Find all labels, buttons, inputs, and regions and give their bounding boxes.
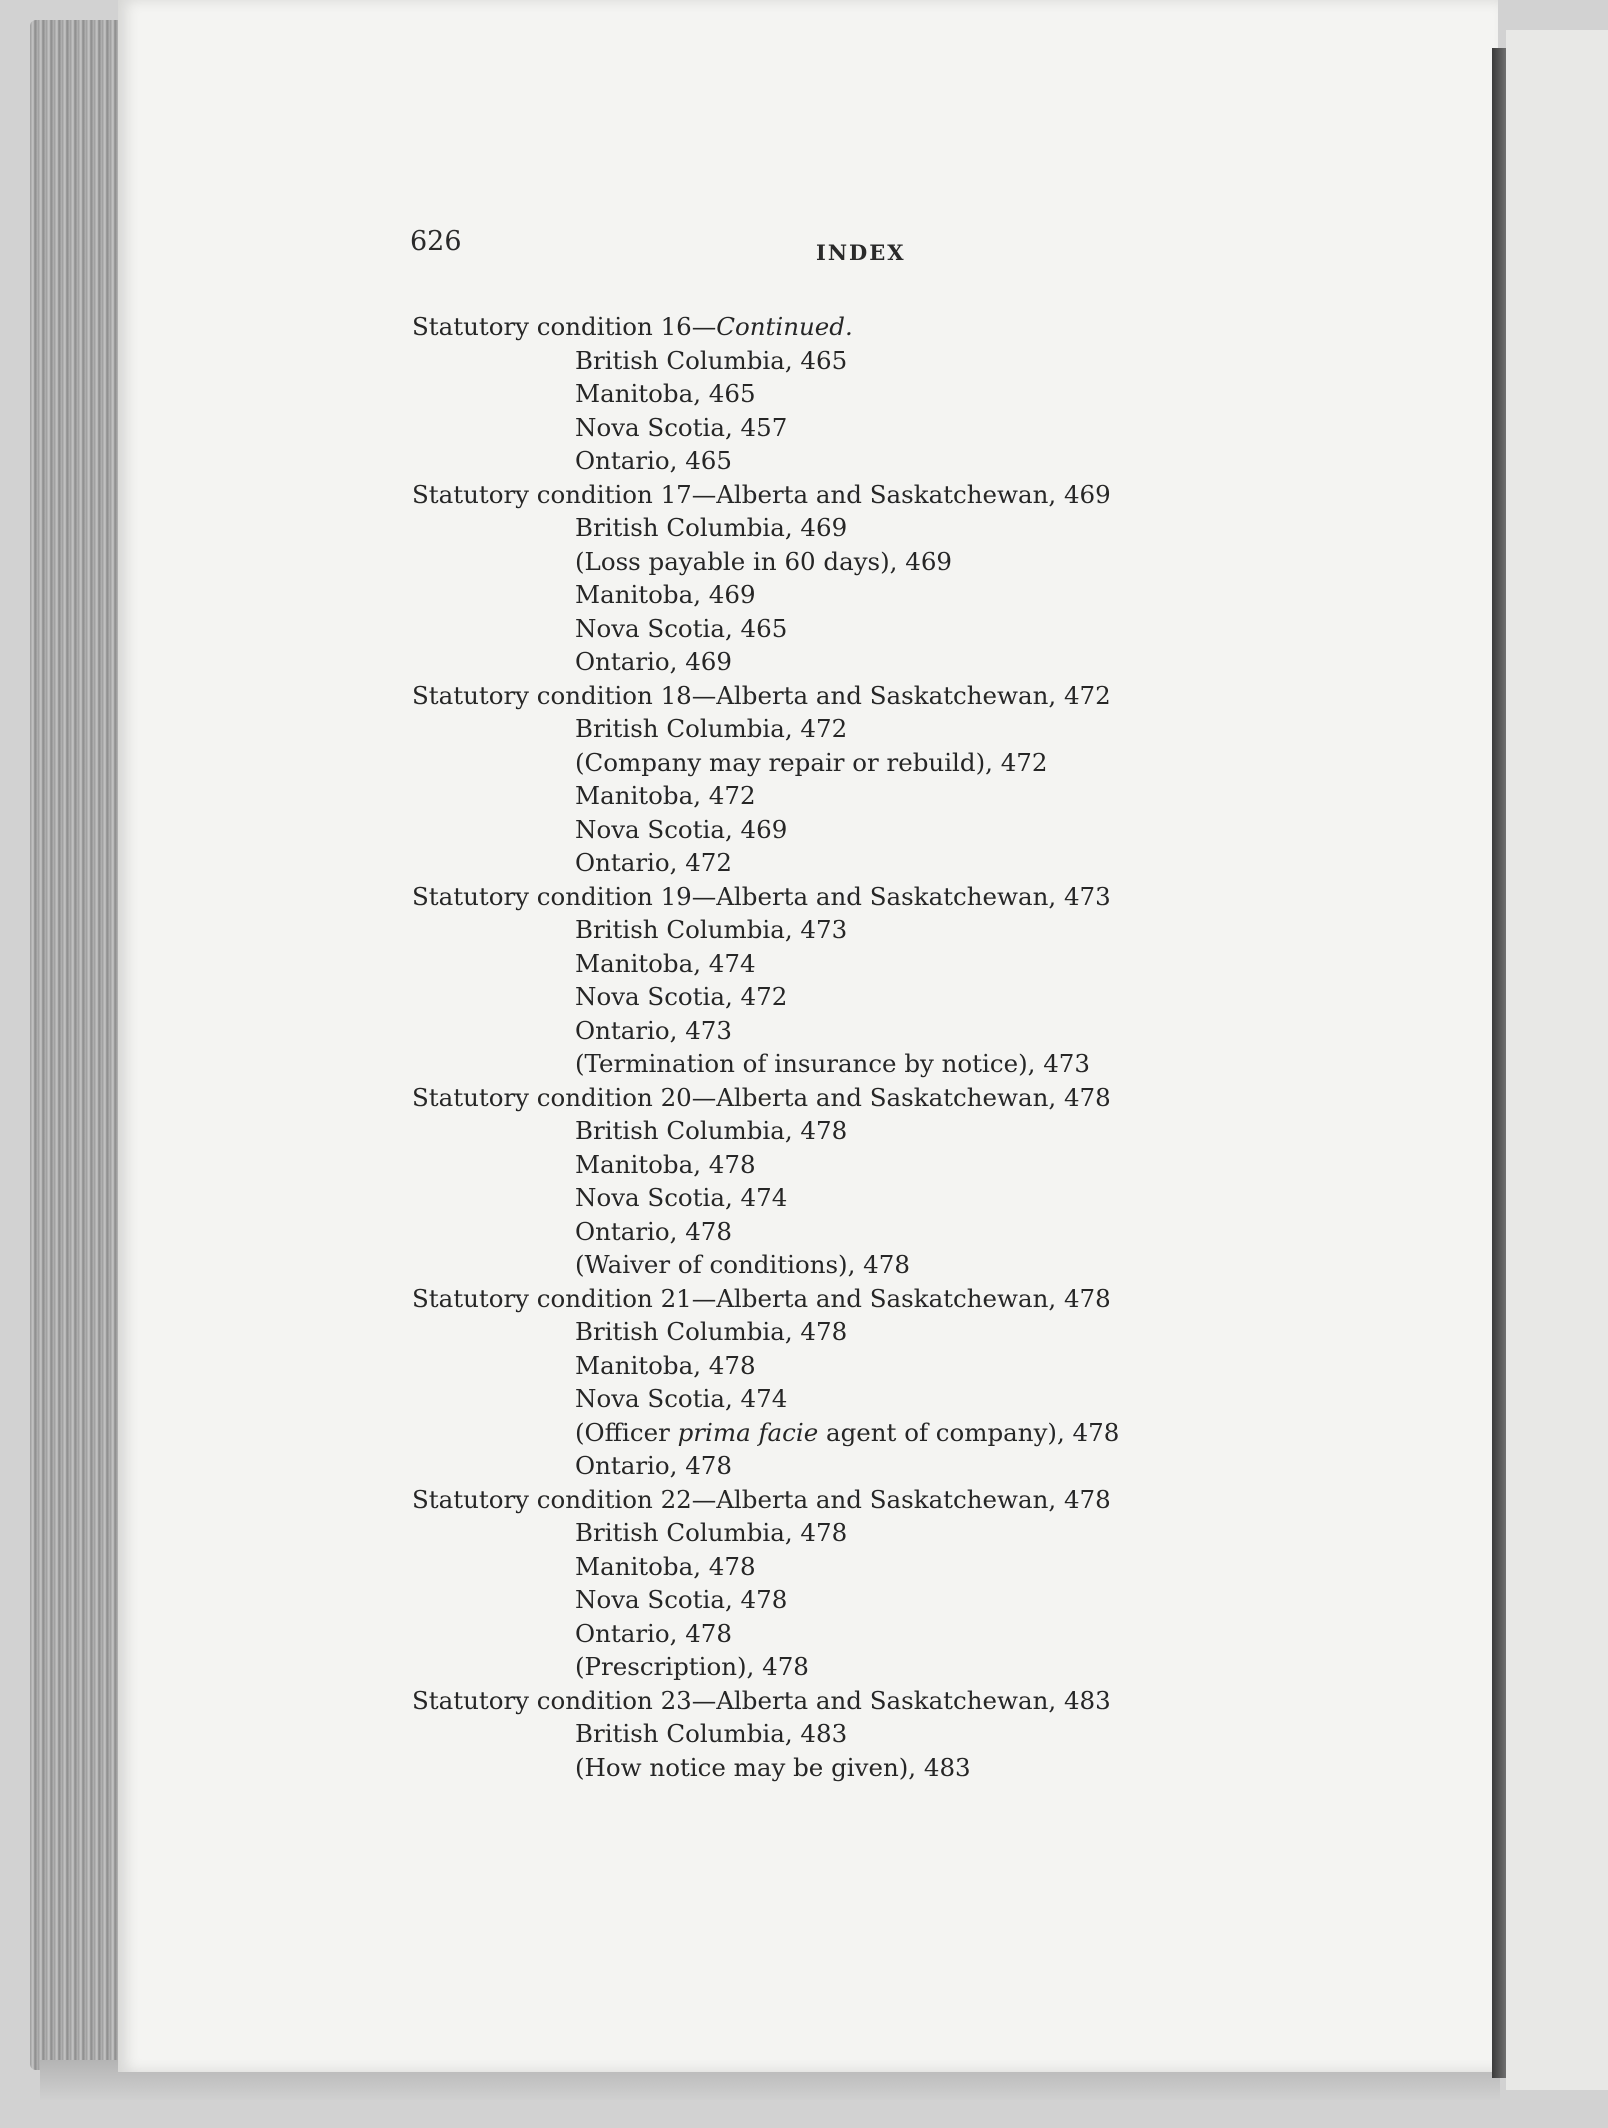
index-subentry (390, 1349, 1440, 1383)
index-heading (390, 1483, 1440, 1517)
entry-text: Ontario, 465 (575, 446, 732, 475)
entry-text: Statutory condition 20—Alberta and Saskatchewan, 478 (412, 1082, 1111, 1112)
index-subentry (390, 1650, 1440, 1684)
index-heading (390, 478, 1440, 512)
entry-text: Ontario, 478 (575, 1216, 732, 1246)
index-subentry (390, 1014, 1440, 1048)
index-subentry (390, 1583, 1440, 1617)
index-subentry (390, 712, 1440, 746)
entry-text: Manitoba, 478 (575, 1551, 756, 1581)
index-subentry (390, 1248, 1440, 1282)
entry-text: British Columbia, 469 (575, 513, 848, 542)
index-subentry (390, 947, 1440, 981)
index-heading (390, 880, 1440, 914)
index-subentry (390, 1047, 1440, 1081)
entry-text: British Columbia, 472 (575, 714, 848, 743)
entry-text: Ontario, 478 (575, 1451, 732, 1480)
entry-text: Statutory condition 18—Alberta and Saskatchewan, 472 (412, 680, 1111, 710)
index-heading (390, 310, 1440, 344)
entry-text: Nova Scotia, 465 (575, 613, 788, 643)
page-number: 626 (410, 226, 462, 257)
book-gutter (1492, 48, 1506, 2078)
index-subentry (390, 779, 1440, 813)
entry-text: (Loss payable in 60 days), 469 (575, 546, 953, 576)
index-subentry (390, 1215, 1440, 1249)
index-subentry (390, 1181, 1440, 1215)
entry-italic-text: prima facie (677, 1417, 819, 1447)
index-subentry (390, 746, 1440, 780)
index-subentry (390, 578, 1440, 612)
index-subentry (390, 645, 1440, 679)
entry-text: British Columbia, 465 (575, 345, 848, 375)
index-subentry (390, 846, 1440, 880)
entry-text: Statutory condition 19—Alberta and Saskatchewan, 473 (412, 881, 1111, 911)
entry-text: (How notice may be given), 483 (575, 1752, 971, 1782)
entry-text: British Columbia, 478 (575, 1518, 848, 1547)
index-subentry (390, 1416, 1440, 1450)
entry-text: Manitoba, 469 (575, 580, 756, 609)
entry-text: Statutory condition 23—Alberta and Saskatchewan, 483 (412, 1685, 1111, 1715)
entry-text-after: agent of company), 478 (818, 1417, 1120, 1447)
index-subentry (390, 1449, 1440, 1483)
entry-text: Nova Scotia, 457 (575, 412, 788, 442)
index-subentry (390, 980, 1440, 1014)
entry-text: British Columbia, 483 (575, 1719, 848, 1748)
entry-text: Nova Scotia, 472 (575, 982, 788, 1011)
index-subentry (390, 511, 1440, 545)
entry-text: Statutory condition 22—Alberta and Saskatchewan, 478 (412, 1484, 1111, 1514)
entry-text: Ontario, 469 (575, 647, 732, 676)
entry-text: Manitoba, 472 (575, 781, 756, 810)
index-subentry (390, 1550, 1440, 1584)
entry-italic-text: Continued. (716, 312, 853, 341)
index-subentry (390, 1148, 1440, 1182)
index-subentry (390, 1114, 1440, 1148)
entry-text: Statutory condition 17—Alberta and Saskatchewan, 469 (412, 479, 1111, 509)
index-subentry (390, 1516, 1440, 1550)
entry-text: Nova Scotia, 474 (575, 1183, 788, 1212)
index-heading (390, 679, 1440, 713)
entry-text: Manitoba, 478 (575, 1350, 756, 1380)
entry-text: Statutory condition 21—Alberta and Saskatchewan, 478 (412, 1283, 1111, 1313)
adjacent-page (1506, 30, 1608, 2090)
entry-text: Manitoba, 465 (575, 379, 756, 408)
entry-text: (Waiver of conditions), 478 (575, 1250, 910, 1279)
index-subentry (390, 444, 1440, 478)
index-subentry (390, 411, 1440, 445)
index-heading (390, 1684, 1440, 1718)
entry-text: Ontario, 473 (575, 1015, 732, 1045)
index-heading (390, 1081, 1440, 1115)
entry-text: (Termination of insurance by notice), 473 (575, 1049, 1090, 1078)
entry-text: Nova Scotia, 478 (575, 1585, 788, 1614)
index-subentry (390, 377, 1440, 411)
entry-text: (Prescription), 478 (575, 1652, 809, 1681)
index-subentry (390, 813, 1440, 847)
entry-text: British Columbia, 478 (575, 1317, 848, 1346)
entry-text: Ontario, 472 (575, 848, 732, 877)
index-subentry (390, 612, 1440, 646)
index-subentry (390, 913, 1440, 947)
index-subentry (390, 1315, 1440, 1349)
index-subentry (390, 1751, 1440, 1785)
entry-text: British Columbia, 473 (575, 915, 848, 944)
entry-text: (Officer (575, 1417, 678, 1447)
index-subentry (390, 1617, 1440, 1651)
entry-text: Manitoba, 478 (575, 1149, 756, 1179)
entry-text: Manitoba, 474 (575, 948, 756, 978)
entry-text: Nova Scotia, 469 (575, 814, 788, 844)
index-heading (390, 1282, 1440, 1316)
entry-text: (Company may repair or rebuild), 472 (575, 747, 1048, 777)
running-header: INDEX (816, 240, 906, 265)
entry-text: British Columbia, 478 (575, 1116, 848, 1145)
index-subentry (390, 1382, 1440, 1416)
entry-text: Ontario, 478 (575, 1618, 732, 1648)
index-subentry (390, 1717, 1440, 1751)
entry-text: Statutory condition 16— (412, 312, 717, 341)
index-list (390, 310, 1440, 1784)
index-subentry (390, 344, 1440, 378)
index-subentry (390, 545, 1440, 579)
entry-text: Nova Scotia, 474 (575, 1384, 788, 1413)
